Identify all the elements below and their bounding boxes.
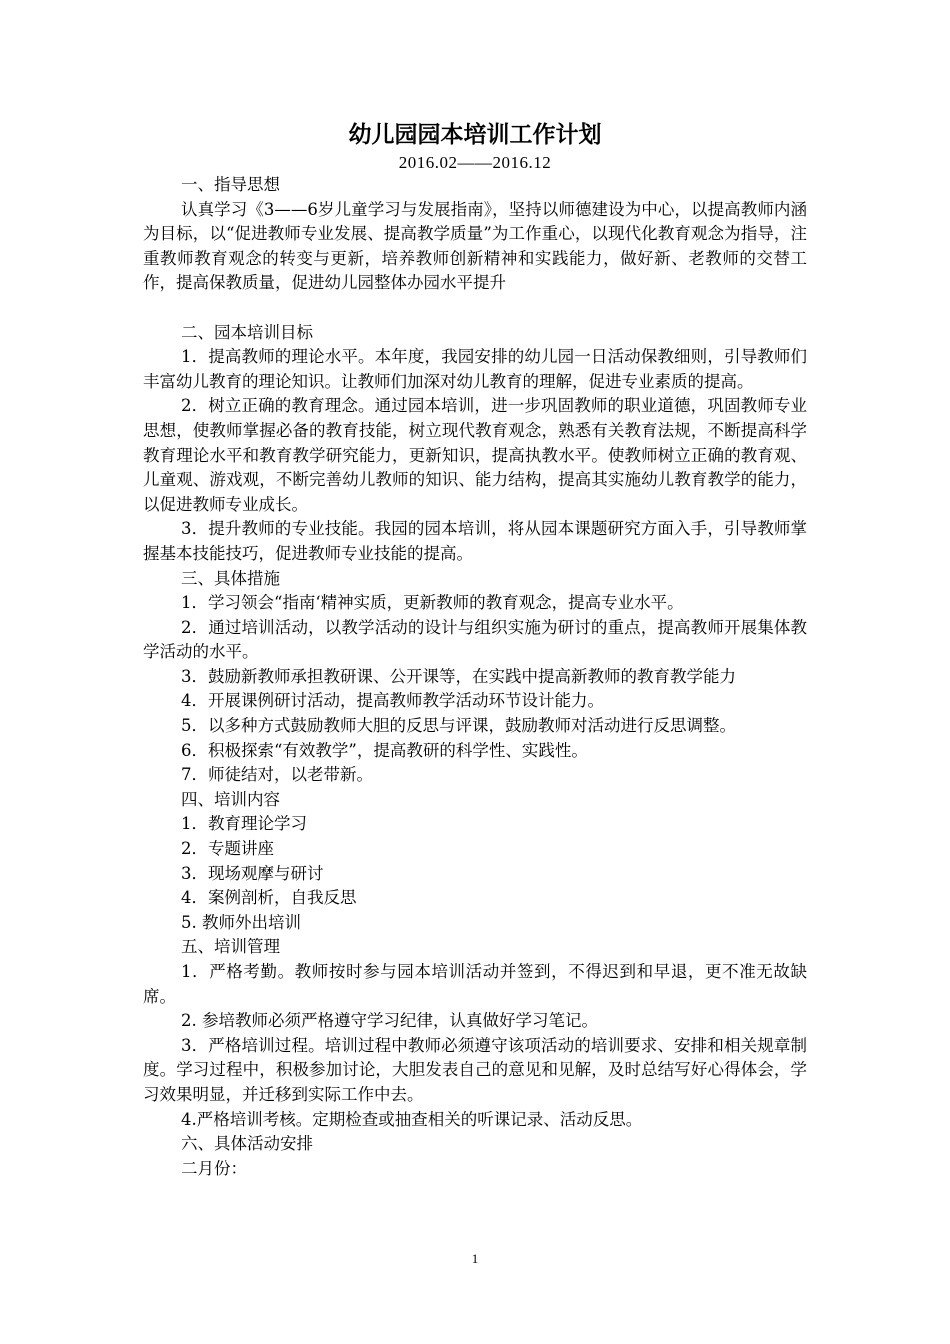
paragraph: 1．严格考勤。教师按时参与园本培训活动并签到，不得迟到和早退，更不准无故缺席。 xyxy=(143,962,807,1006)
paragraph: 1．提高教师的理论水平。本年度，我园安排的幼儿园一日活动保教细则，引导教师们丰富幼儿教育的理论知识。让教师们加深对幼儿教育的理解，促进专业素质的提高。 xyxy=(143,347,807,391)
date-range: 2016.02——2016.12 xyxy=(398,153,552,172)
paragraph: 3．鼓励新教师承担教研课、公开课等，在实践中提高新教师的教育教学能力 xyxy=(181,666,736,686)
blank-line xyxy=(143,296,807,321)
paragraph: 5. 教师外出培训 xyxy=(181,912,301,932)
paragraph: 7．师徒结对，以老带新。 xyxy=(181,765,373,785)
paragraph: 2．树立正确的教育理念。通过园本培训，进一步巩固教师的职业道德，巩固教师专业思想，使教师掌握必备的教育技能，树立现代教育观念，熟悉有关教育法规，不断提高科学教育理论水平和教育教学研究能力，更新知识，提高执教水平。使教师树立正确的教育观、儿童观、游戏观，不断完善幼儿教师的知识、能力结构，提高其实施幼儿教育教学的能力，以促进教师专业成长。 xyxy=(143,396,807,514)
paragraph: 二月份： xyxy=(181,1158,247,1178)
paragraph: 5．以多种方式鼓励教师大胆的反思与评课，鼓励教师对活动进行反思调整。 xyxy=(181,716,736,736)
paragraph: 4．开展课例研讨活动，提高教师教学活动环节设计能力。 xyxy=(181,691,604,711)
paragraph: 2．通过培训活动，以教学活动的设计与组织实施为研讨的重点，提高教师开展集体教学活动的水平。 xyxy=(143,617,807,662)
page-number: 1 xyxy=(471,1251,479,1266)
paragraph: 四、培训内容 xyxy=(181,789,280,809)
paragraph: 2．专题讲座 xyxy=(181,839,274,859)
paragraph: 4.严格培训考核。定期检查或抽查相关的听课记录、活动反思。 xyxy=(181,1109,643,1129)
paragraph: 六、具体活动安排 xyxy=(181,1134,313,1154)
paragraph: 6．积极探索“有效教学”，提高教研的科学性、实践性。 xyxy=(181,740,588,760)
paragraph: 三、具体措施 xyxy=(181,568,280,588)
paragraph: 认真学习《3——6岁儿童学习与发展指南》，坚持以师德建设为中心，以提高教师内涵为目标，以“促进教师专业发展、提高教学质量”为工作重心，以现代化教育观念为指导，注重教师教育观念的转变与更新，培养教师创新精神和实践能力，做好新、老教师的交替工作，提高保教质量，促进幼儿园整体办园水平提升 xyxy=(143,199,807,293)
paragraph: 2. 参培教师必须严格遵守学习纪律，认真做好学习笔记。 xyxy=(181,1011,598,1031)
paragraph: 1．教育理论学习 xyxy=(181,814,307,834)
paragraph: 一、指导思想 xyxy=(181,175,280,194)
paragraph: 1．学习领会“指南‘精神实质，更新教师的教育观念，提高专业水平。 xyxy=(181,593,684,613)
paragraph: 3．现场观摩与研讨 xyxy=(181,863,324,883)
paragraph: 4．案例剖析，自我反思 xyxy=(181,888,357,908)
paragraph: 3．严格培训过程。培训过程中教师必须遵守该项活动的培训要求、安排和相关规章制度。学习过程中，积极参加讨论，大胆发表自己的意见和见解，及时总结写好心得体会，学习效果明显，并迁移到实际工作中去。 xyxy=(143,1035,807,1104)
document-body xyxy=(143,173,807,1181)
paragraph: 五、培训管理 xyxy=(181,937,280,957)
paragraph: 二、园本培训目标 xyxy=(181,322,313,342)
document-title: 幼儿园园本培训工作计划 xyxy=(348,122,602,148)
paragraph: 3．提升教师的专业技能。我园的园本培训，将从园本课题研究方面入手，引导教师掌握基本技能技巧，促进教师专业技能的提高。 xyxy=(143,519,807,563)
